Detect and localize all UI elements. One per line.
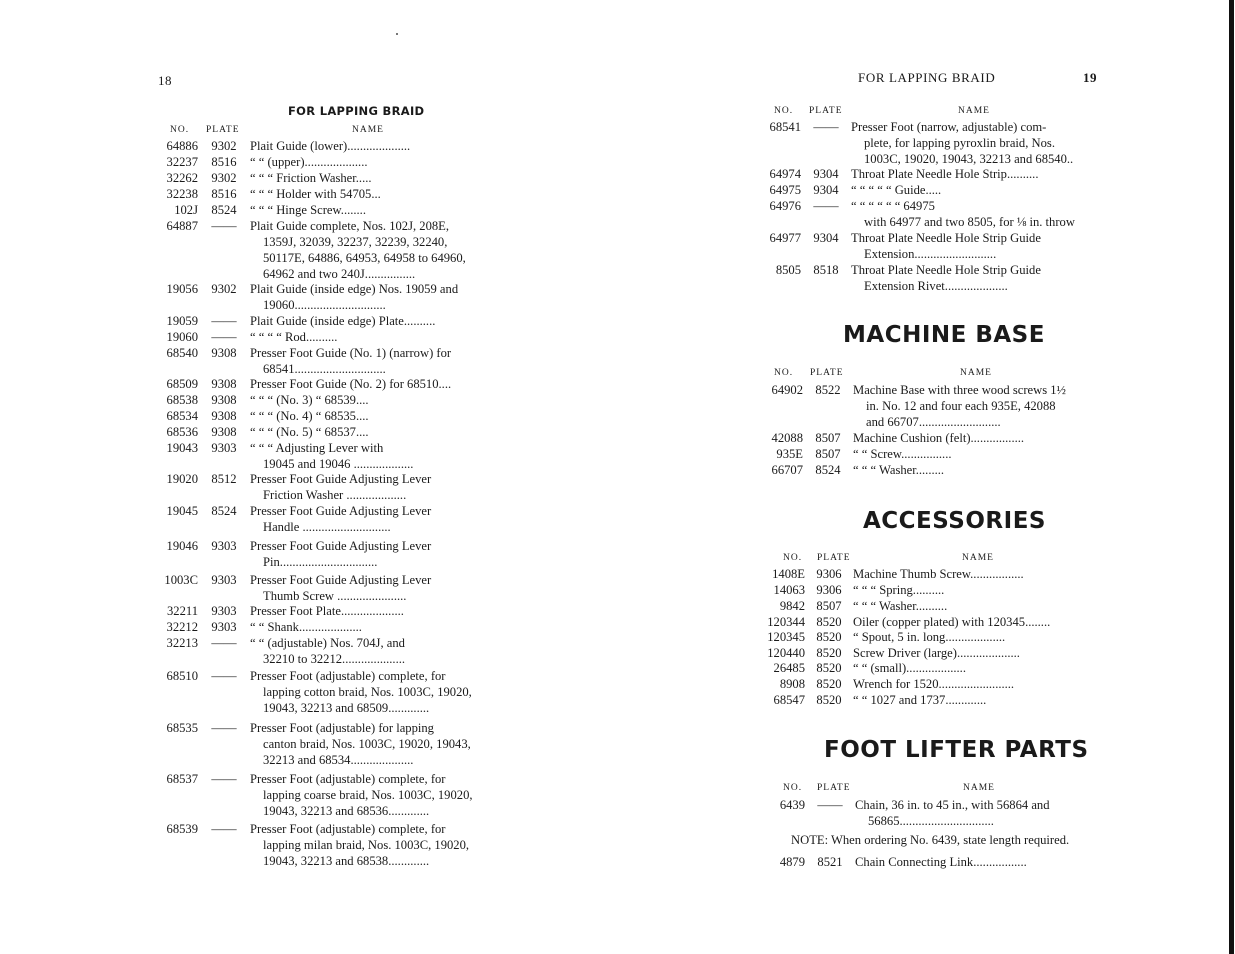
plate-number: 9306 bbox=[816, 567, 842, 581]
part-name-line: Wrench for 1520........................ bbox=[853, 677, 1015, 691]
part-name bbox=[250, 408, 494, 424]
paper-speck bbox=[396, 33, 398, 35]
plate-number: 8507 bbox=[815, 447, 841, 461]
part-name-line: Machine Base with three wood screws 1½ bbox=[853, 383, 1066, 397]
part-name bbox=[250, 154, 494, 170]
section-heading-machine-base: MACHINE BASE bbox=[843, 322, 1045, 348]
plate-number: 9302 bbox=[211, 171, 237, 185]
part-entry bbox=[158, 720, 494, 768]
part-name-line: Presser Foot (adjustable) complete, for bbox=[250, 822, 446, 836]
plate-number: 8520 bbox=[816, 646, 842, 660]
part-number: 68541 bbox=[769, 120, 801, 134]
part-name bbox=[853, 614, 1097, 630]
part-name bbox=[851, 198, 1097, 230]
plate-number: 8516 bbox=[211, 155, 237, 169]
part-name-continuation: plete, for lapping pyroxlin braid, Nos. bbox=[864, 136, 1055, 150]
part-entry bbox=[158, 281, 494, 313]
part-number: 68547 bbox=[773, 693, 805, 707]
part-name bbox=[851, 182, 1097, 198]
part-name bbox=[853, 645, 1097, 661]
part-name-line: “ “ “ (No. 3) “ 68539.... bbox=[250, 393, 369, 407]
plate-number: 9308 bbox=[211, 393, 237, 407]
part-name-line: Throat Plate Needle Hole Strip Guide bbox=[851, 263, 1041, 277]
part-name-continuation: 1003C, 19020, 19043, 32213 and 68540.. bbox=[864, 152, 1074, 166]
part-entry bbox=[158, 603, 494, 619]
part-number: 68538 bbox=[166, 393, 198, 407]
part-entry bbox=[158, 503, 494, 535]
part-name-continuation: 64962 and two 240J................ bbox=[263, 267, 416, 281]
part-name-continuation: lapping coarse braid, Nos. 1003C, 19020, bbox=[263, 788, 473, 802]
plate-number: —— bbox=[813, 120, 839, 134]
part-name bbox=[853, 598, 1097, 614]
part-entry bbox=[765, 430, 1097, 446]
part-entry bbox=[158, 771, 494, 819]
part-name-line: “ “ “ Hinge Screw........ bbox=[250, 203, 366, 217]
plate-number: 8518 bbox=[813, 263, 839, 277]
plate-number: 8520 bbox=[816, 677, 842, 691]
part-name-continuation: 68541............................. bbox=[263, 362, 386, 376]
part-entry bbox=[158, 186, 494, 202]
part-entry bbox=[158, 154, 494, 170]
part-name-line: Chain, 36 in. to 45 in., with 56864 and bbox=[855, 798, 1050, 812]
part-number: 14063 bbox=[773, 583, 805, 597]
part-number: 64887 bbox=[166, 219, 198, 233]
plate-number: 8520 bbox=[816, 615, 842, 629]
part-name bbox=[250, 572, 494, 604]
part-number: 8908 bbox=[779, 677, 805, 691]
part-number: 19056 bbox=[166, 282, 198, 296]
part-name bbox=[250, 424, 494, 440]
part-number: 120440 bbox=[767, 646, 805, 660]
part-number: 68536 bbox=[166, 425, 198, 439]
plate-number: 8520 bbox=[816, 693, 842, 707]
plate-number: —— bbox=[211, 314, 237, 328]
part-number: 19043 bbox=[166, 441, 198, 455]
part-name-line: Machine Thumb Screw................. bbox=[853, 567, 1024, 581]
part-number: 64977 bbox=[769, 231, 801, 245]
plate-number: 9304 bbox=[813, 231, 839, 245]
part-entry bbox=[158, 538, 494, 570]
part-number: 9842 bbox=[779, 599, 805, 613]
part-name bbox=[250, 771, 494, 819]
part-name-line: Presser Foot Guide (No. 1) (narrow) for bbox=[250, 346, 452, 360]
part-number: 1003C bbox=[164, 573, 198, 587]
part-entry bbox=[158, 392, 494, 408]
part-number: 935E bbox=[776, 447, 803, 461]
column-header-no: NO. bbox=[783, 783, 803, 793]
part-name-continuation: 19043, 32213 and 68509............. bbox=[263, 701, 430, 715]
right-page bbox=[617, 0, 1235, 954]
part-entry bbox=[158, 345, 494, 377]
part-number: 32262 bbox=[166, 171, 198, 185]
plate-number: 9303 bbox=[211, 539, 237, 553]
part-name bbox=[250, 345, 494, 377]
part-name-continuation: Friction Washer ................... bbox=[263, 488, 407, 502]
plate-number: 8524 bbox=[211, 203, 237, 217]
column-header-name: NAME bbox=[352, 125, 384, 135]
part-entry bbox=[158, 313, 494, 329]
part-name bbox=[250, 471, 494, 503]
part-name-line: “ “ “ (No. 4) “ 68535.... bbox=[250, 409, 369, 423]
plate-number: 8521 bbox=[817, 855, 843, 869]
part-entry bbox=[765, 198, 1097, 230]
part-name-continuation: 19043, 32213 and 68538............. bbox=[263, 854, 430, 868]
part-name-line: “ “ (adjustable) Nos. 704J, and bbox=[250, 636, 405, 650]
gutter-edge bbox=[1229, 0, 1234, 954]
part-number: 6439 bbox=[779, 798, 805, 812]
part-number: 19046 bbox=[166, 539, 198, 553]
part-name bbox=[250, 392, 494, 408]
column-header-plate: PLATE bbox=[817, 553, 851, 563]
part-name-line: “ Spout, 5 in. long................... bbox=[853, 630, 1006, 644]
plate-number: 8507 bbox=[816, 599, 842, 613]
part-name bbox=[250, 202, 494, 218]
part-name bbox=[853, 676, 1097, 692]
part-entry bbox=[765, 382, 1097, 430]
part-entry bbox=[158, 572, 494, 604]
part-number: 19059 bbox=[166, 314, 198, 328]
part-name bbox=[853, 462, 1097, 478]
part-name-line: “ “ “ Adjusting Lever with bbox=[250, 441, 384, 455]
part-number: 32238 bbox=[166, 187, 198, 201]
part-name-line: Plait Guide complete, Nos. 102J, 208E, bbox=[250, 219, 450, 233]
part-name-continuation: Handle ............................ bbox=[263, 520, 391, 534]
part-entry bbox=[765, 660, 1097, 676]
part-name bbox=[250, 538, 494, 570]
part-name-line: Chain Connecting Link................. bbox=[855, 855, 1027, 869]
part-name-line: “ “ “ “ Rod.......... bbox=[250, 330, 338, 344]
part-name bbox=[250, 281, 494, 313]
part-name bbox=[855, 854, 1101, 870]
part-name-line: Presser Foot (adjustable) complete, for bbox=[250, 669, 446, 683]
part-name-line: “ “ “ Holder with 54705... bbox=[250, 187, 381, 201]
column-header-plate: PLATE bbox=[817, 783, 851, 793]
part-number: 32212 bbox=[166, 620, 198, 634]
column-header-no: NO. bbox=[774, 106, 794, 116]
plate-number: 9302 bbox=[211, 282, 237, 296]
part-number: 4879 bbox=[779, 855, 805, 869]
part-entry bbox=[765, 676, 1097, 692]
column-header-name: NAME bbox=[960, 368, 992, 378]
part-name-line: “ “ “ Washer.......... bbox=[853, 599, 948, 613]
part-name bbox=[851, 119, 1097, 167]
part-name bbox=[853, 582, 1097, 598]
part-entry bbox=[765, 462, 1097, 478]
left-page bbox=[0, 0, 617, 954]
plate-number: —— bbox=[211, 636, 237, 650]
column-header-plate: PLATE bbox=[810, 368, 844, 378]
plate-number: —— bbox=[211, 772, 237, 786]
part-name-continuation: 1359J, 32039, 32237, 32239, 32240, bbox=[263, 235, 448, 249]
plate-number: 9302 bbox=[211, 139, 237, 153]
plate-number: —— bbox=[211, 219, 237, 233]
part-name bbox=[851, 262, 1097, 294]
part-number: 64976 bbox=[769, 199, 801, 213]
part-entry bbox=[765, 629, 1097, 645]
plate-number: 9306 bbox=[816, 583, 842, 597]
part-name bbox=[250, 503, 494, 535]
part-entry bbox=[765, 692, 1097, 708]
part-name-continuation: lapping milan braid, Nos. 1003C, 19020, bbox=[263, 838, 470, 852]
part-name-line: Throat Plate Needle Hole Strip.......... bbox=[851, 167, 1039, 181]
part-entry bbox=[765, 166, 1097, 182]
part-name-line: Presser Foot Guide Adjusting Lever bbox=[250, 573, 432, 587]
plate-number: 8520 bbox=[816, 630, 842, 644]
part-name bbox=[855, 797, 1101, 829]
part-name bbox=[250, 720, 494, 768]
part-name bbox=[250, 440, 494, 472]
part-entry bbox=[158, 635, 494, 667]
column-header-plate: PLATE bbox=[206, 125, 240, 135]
part-name-line: “ “ (small)................... bbox=[853, 661, 966, 675]
plate-number: 9308 bbox=[211, 346, 237, 360]
part-name bbox=[250, 329, 494, 345]
plate-number: 8512 bbox=[211, 472, 237, 486]
part-name-line: Presser Foot (adjustable) for lapping bbox=[250, 721, 434, 735]
part-number: 64974 bbox=[769, 167, 801, 181]
part-name-line: Presser Foot (adjustable) complete, for bbox=[250, 772, 446, 786]
part-name-continuation: 56865.............................. bbox=[868, 814, 994, 828]
plate-number: 9303 bbox=[211, 441, 237, 455]
part-name-line: Throat Plate Needle Hole Strip Guide bbox=[851, 231, 1041, 245]
part-name-line: Screw Driver (large).................... bbox=[853, 646, 1020, 660]
part-number: 68509 bbox=[166, 377, 198, 391]
part-number: 32213 bbox=[166, 636, 198, 650]
part-name-continuation: Pin............................... bbox=[263, 555, 378, 569]
plate-number: 9304 bbox=[813, 183, 839, 197]
column-header-plate: PLATE bbox=[809, 106, 843, 116]
part-number: 120344 bbox=[767, 615, 805, 629]
part-name-line: Machine Cushion (felt)................. bbox=[853, 431, 1025, 445]
part-number: 68535 bbox=[166, 721, 198, 735]
plate-number: 8522 bbox=[815, 383, 841, 397]
part-number: 32211 bbox=[166, 604, 198, 618]
part-name-line: Presser Foot Guide Adjusting Lever bbox=[250, 539, 432, 553]
part-name-line: “ “ Screw................ bbox=[853, 447, 952, 461]
part-name bbox=[250, 635, 494, 667]
plate-number: 9304 bbox=[813, 167, 839, 181]
plate-number: 9303 bbox=[211, 604, 237, 618]
part-name-line: “ “ “ “ “ “ 64975 bbox=[851, 199, 935, 213]
part-name bbox=[250, 376, 494, 392]
part-entry bbox=[765, 645, 1097, 661]
plate-number: —— bbox=[211, 330, 237, 344]
part-name-line: “ “ (upper).................... bbox=[250, 155, 368, 169]
part-name-line: Presser Foot Guide Adjusting Lever bbox=[250, 504, 432, 518]
section-heading: FOR LAPPING BRAID bbox=[288, 104, 425, 118]
part-name-continuation: 50117E, 64886, 64953, 64958 to 64960, bbox=[263, 251, 466, 265]
page-number: 19 bbox=[1083, 70, 1097, 85]
part-name-continuation: 19060............................. bbox=[263, 298, 386, 312]
part-name-line: “ “ Shank.................... bbox=[250, 620, 362, 634]
part-name bbox=[853, 430, 1097, 446]
part-name-line: Presser Foot Plate.................... bbox=[250, 604, 404, 618]
plate-number: 8516 bbox=[211, 187, 237, 201]
part-name-line: “ “ “ Friction Washer..... bbox=[250, 171, 372, 185]
part-entry bbox=[158, 821, 494, 869]
plate-number: —— bbox=[211, 669, 237, 683]
part-entry bbox=[158, 138, 494, 154]
part-name-line: “ “ “ Spring.......... bbox=[853, 583, 945, 597]
part-entry bbox=[765, 119, 1097, 167]
plate-number: 8524 bbox=[211, 504, 237, 518]
plate-number: —— bbox=[211, 822, 237, 836]
running-head: FOR LAPPING BRAID bbox=[858, 70, 996, 85]
part-name bbox=[250, 668, 494, 716]
part-entry bbox=[765, 566, 1097, 582]
part-entry bbox=[765, 598, 1097, 614]
part-name-continuation: 32210 to 32212.................... bbox=[263, 652, 406, 666]
part-number: 19045 bbox=[166, 504, 198, 518]
part-name bbox=[853, 660, 1097, 676]
part-name-continuation: 32213 and 68534.................... bbox=[263, 753, 414, 767]
plate-number: 9308 bbox=[211, 425, 237, 439]
plate-number: 9308 bbox=[211, 409, 237, 423]
part-name bbox=[853, 566, 1097, 582]
part-number: 68537 bbox=[166, 772, 198, 786]
part-name bbox=[853, 629, 1097, 645]
section-heading-foot-lifter-parts: FOOT LIFTER PARTS bbox=[824, 737, 1089, 763]
part-entry bbox=[767, 797, 1101, 829]
part-entry bbox=[765, 262, 1097, 294]
part-number: 8505 bbox=[775, 263, 801, 277]
part-name bbox=[851, 166, 1097, 182]
part-entry bbox=[158, 408, 494, 424]
part-name-continuation: 19043, 32213 and 68536............. bbox=[263, 804, 430, 818]
part-name-line: Presser Foot (narrow, adjustable) com- bbox=[851, 120, 1047, 134]
part-name-continuation: Extension Rivet.................... bbox=[864, 279, 1008, 293]
part-number: 19020 bbox=[166, 472, 198, 486]
part-entry bbox=[158, 619, 494, 635]
column-header-no: NO. bbox=[170, 125, 190, 135]
part-entry bbox=[158, 218, 494, 282]
part-name-line: “ “ “ Washer......... bbox=[853, 463, 945, 477]
part-number: 68534 bbox=[166, 409, 198, 423]
part-number: 26485 bbox=[773, 661, 805, 675]
part-name-continuation: lapping cotton braid, Nos. 1003C, 19020, bbox=[263, 685, 472, 699]
column-header-name: NAME bbox=[958, 106, 990, 116]
part-name-continuation: 19045 and 19046 ................... bbox=[263, 457, 414, 471]
part-name bbox=[853, 446, 1097, 462]
column-header-name: NAME bbox=[963, 783, 995, 793]
part-name bbox=[250, 138, 494, 154]
part-name-line: Plait Guide (lower).................... bbox=[250, 139, 411, 153]
part-entry bbox=[158, 440, 494, 472]
plate-number: —— bbox=[817, 798, 843, 812]
column-header-no: NO. bbox=[783, 553, 803, 563]
part-entry bbox=[158, 170, 494, 186]
part-name-line: Plait Guide (inside edge) Nos. 19059 and bbox=[250, 282, 459, 296]
part-name-line: “ “ 1027 and 1737............. bbox=[853, 693, 987, 707]
ordering-note: NOTE: When ordering No. 6439, state length required. bbox=[791, 833, 1070, 847]
part-name-line: “ “ “ “ “ Guide..... bbox=[851, 183, 942, 197]
part-name-continuation: Thumb Screw ...................... bbox=[263, 589, 407, 603]
part-name bbox=[853, 382, 1097, 430]
part-number: 120345 bbox=[767, 630, 805, 644]
part-number: 64902 bbox=[771, 383, 803, 397]
part-entry bbox=[158, 424, 494, 440]
plate-number: 9303 bbox=[211, 573, 237, 587]
plate-number: 9308 bbox=[211, 377, 237, 391]
part-entry bbox=[158, 471, 494, 503]
part-number: 68539 bbox=[166, 822, 198, 836]
part-name-line: Presser Foot Guide Adjusting Lever bbox=[250, 472, 432, 486]
part-name bbox=[853, 692, 1097, 708]
part-name bbox=[851, 230, 1097, 262]
part-name bbox=[250, 821, 494, 869]
part-name-line: Presser Foot Guide (No. 2) for 68510.... bbox=[250, 377, 452, 391]
part-entry bbox=[767, 854, 1101, 870]
part-entry bbox=[765, 182, 1097, 198]
part-entry bbox=[765, 582, 1097, 598]
part-entry bbox=[158, 668, 494, 716]
part-name bbox=[250, 603, 494, 619]
plate-number: —— bbox=[813, 199, 839, 213]
part-number: 68510 bbox=[166, 669, 198, 683]
part-entry bbox=[158, 329, 494, 345]
part-name-line: Oiler (copper plated) with 120345........ bbox=[853, 615, 1051, 629]
part-number: 19060 bbox=[166, 330, 198, 344]
part-name bbox=[250, 186, 494, 202]
part-number: 102J bbox=[174, 203, 198, 217]
part-number: 66707 bbox=[771, 463, 803, 477]
part-number: 68540 bbox=[166, 346, 198, 360]
plate-number: 8524 bbox=[815, 463, 841, 477]
column-header-no: NO. bbox=[774, 368, 794, 378]
part-name-continuation: in. No. 12 and four each 935E, 42088 bbox=[866, 399, 1056, 413]
part-number: 1408E bbox=[772, 567, 805, 581]
part-number: 32237 bbox=[166, 155, 198, 169]
plate-number: 9303 bbox=[211, 620, 237, 634]
part-name-continuation: canton braid, Nos. 1003C, 19020, 19043, bbox=[263, 737, 471, 751]
part-entry bbox=[765, 614, 1097, 630]
part-entry bbox=[158, 376, 494, 392]
part-entry bbox=[158, 202, 494, 218]
part-number: 64975 bbox=[769, 183, 801, 197]
part-entry bbox=[765, 230, 1097, 262]
plate-number: —— bbox=[211, 721, 237, 735]
part-name bbox=[250, 619, 494, 635]
part-entry bbox=[765, 446, 1097, 462]
part-name bbox=[250, 218, 494, 282]
part-number: 64886 bbox=[166, 139, 198, 153]
part-name-line: Plait Guide (inside edge) Plate.......... bbox=[250, 314, 436, 328]
plate-number: 8507 bbox=[815, 431, 841, 445]
part-name-continuation: and 66707.......................... bbox=[866, 415, 1001, 429]
part-name bbox=[250, 313, 494, 329]
part-name-continuation: with 64977 and two 8505, for ⅛ in. throw bbox=[864, 215, 1075, 229]
part-name bbox=[250, 170, 494, 186]
page-number: 18 bbox=[158, 73, 172, 88]
part-number: 42088 bbox=[771, 431, 803, 445]
section-heading-accessories: ACCESSORIES bbox=[863, 508, 1046, 534]
plate-number: 8520 bbox=[816, 661, 842, 675]
part-name-line: “ “ “ (No. 5) “ 68537.... bbox=[250, 425, 369, 439]
part-name-continuation: Extension.......................... bbox=[864, 247, 997, 261]
column-header-name: NAME bbox=[962, 553, 994, 563]
